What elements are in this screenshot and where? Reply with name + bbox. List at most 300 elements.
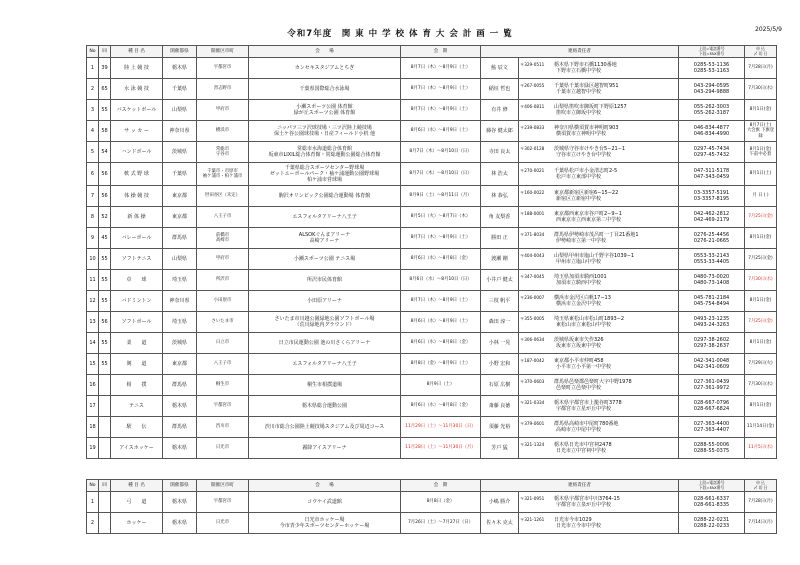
row-pref: 東京都 (163, 186, 197, 207)
row-pref: 群馬県 (163, 228, 197, 249)
row-kai (99, 513, 111, 534)
address: 横浜市金沢区白帆17−13 (554, 294, 611, 301)
row-city: さいたま市 (197, 312, 249, 333)
row-pref: 千葉県 (163, 79, 197, 100)
row-period: 8月6日（水）〜8月9日（土） (401, 121, 481, 142)
row-venue (249, 79, 401, 100)
row-sport: バレーボール (111, 228, 163, 249)
row-pref: 埼玉県 (163, 270, 197, 291)
row-city: 宇都宮市 (197, 396, 249, 417)
row-sport: バスケットボール (111, 100, 163, 121)
school-name: 甲州市立塩山中学校 (556, 259, 602, 265)
row-entry: 8月1日(金) (745, 228, 777, 249)
row-contact (519, 186, 679, 207)
school-name: 小平市立小平第一中学校 (556, 364, 612, 370)
row-sport: ソフトボール (111, 312, 163, 333)
postal-code: 〒379-0601 (520, 420, 545, 426)
table-row (87, 333, 777, 354)
row-venue (249, 163, 401, 186)
row-city: 日光市 (197, 438, 249, 459)
col-sport: 種 目 名 (111, 46, 163, 58)
address: 東京都新宿区新宿6−15−22 (554, 189, 619, 196)
school-name: 伊勢崎市立第一中学校 (556, 238, 607, 244)
venue-line: エスフォルタアリーナ八王子 (292, 213, 357, 220)
row-venue (249, 312, 401, 333)
address: 神奈川県横須賀市神明町903 (554, 124, 619, 131)
row-phone (679, 513, 745, 534)
row-phone (679, 142, 745, 163)
row-kai: 55 (99, 270, 111, 291)
address: 埼玉県東松山市松山町1893−2 (554, 315, 625, 322)
row-phone (679, 354, 745, 375)
row-entry: 7月25日(金) (745, 207, 777, 228)
postal-code: 〒270-0021 (520, 167, 545, 173)
row-period: 8月7日（木）〜8月10日（日） (401, 142, 481, 163)
venue-line: 緑が丘スポーツ公園 体育館 (293, 110, 356, 116)
school-name: 松戸市立東部中学校 (556, 174, 602, 180)
row-venue (249, 513, 401, 534)
col-sport: 種 目 名 (111, 480, 163, 492)
tel-number: 0480-73-0020 (693, 273, 730, 280)
row-no: 17 (87, 396, 99, 417)
row-kai: 58 (99, 121, 111, 142)
row-phone (679, 396, 745, 417)
row-venue (249, 492, 401, 513)
row-kai (99, 375, 111, 396)
row-no: 1 (87, 58, 99, 79)
venue-line: コウケイ武道館 (307, 498, 342, 505)
fax-number: 042-341-0609 (693, 364, 730, 370)
postal-code: 〒371-8034 (520, 231, 545, 237)
row-city: 日光市 (197, 513, 249, 534)
row-entry: 7月25日(金) (745, 312, 777, 333)
row-phone (679, 417, 745, 438)
postal-code: 〒267-0055 (520, 82, 545, 88)
row-kai: 55 (99, 100, 111, 121)
postal-code: 〒370-0603 (520, 378, 545, 384)
row-no: 2 (87, 79, 99, 100)
row-person: 小嶋 勝介 (481, 492, 519, 513)
tel-number: 0288-55-0006 (693, 441, 730, 448)
postal-code: 〒187-0042 (520, 357, 545, 363)
fax-number: 0297-38-2637 (693, 343, 730, 349)
fax-number: 0553-33-4405 (693, 259, 730, 265)
row-sport: ソフトテニス (111, 249, 163, 270)
row-contact (519, 207, 679, 228)
row-contact (519, 291, 679, 312)
row-pref: 栃木県 (163, 396, 197, 417)
row-phone (679, 163, 745, 186)
row-period: 8月7日（木）〜8月9日（土） (401, 79, 481, 100)
row-phone (679, 186, 745, 207)
address: 東京都小平市仲町458 (554, 357, 604, 364)
fax-number: 055-262-3187 (693, 110, 730, 116)
extra-schedule-table (86, 479, 777, 534)
row-person: 角 友梨香 (481, 207, 519, 228)
tel-number: 028-667-0796 (693, 399, 730, 406)
row-sport: 駅 伝 (111, 417, 163, 438)
row-phone (679, 100, 745, 121)
table-row (87, 270, 777, 291)
address: 栃木県日光市中宮祠2478 (554, 441, 612, 448)
address: 千葉県千葉市緑区越智町951 (554, 82, 619, 89)
venue-line: さいたま市川越公園緑地公園ソフトボール場 (274, 315, 375, 322)
row-entry: 8月1日(金) (745, 333, 777, 354)
row-person: 勝田 正 (481, 228, 519, 249)
row-venue (249, 249, 401, 270)
row-pref: 千葉県 (163, 163, 197, 186)
row-contact (519, 417, 679, 438)
row-entry: 7月28日(月) (745, 58, 777, 79)
row-phone (679, 375, 745, 396)
row-kai: 56 (99, 163, 111, 186)
row-contact (519, 100, 679, 121)
address: 茨城県坂東市矢作326 (554, 336, 604, 343)
row-no: 15 (87, 354, 99, 375)
row-period: 8月7日（木）〜8月9日（土） (401, 100, 481, 121)
row-sport: アイスホッケー (111, 438, 163, 459)
row-city: 桐生市 (197, 375, 249, 396)
address: 栃木県宇都宮市上籠谷町3778 (554, 399, 622, 406)
row-kai (99, 417, 111, 438)
table-row (87, 142, 777, 163)
row-entry: 8月7日(土) 大会旗 下旗登録 (745, 121, 777, 142)
row-contact (519, 163, 679, 186)
col-entry: 申 込 〆 切 日 (745, 46, 777, 58)
row-city: 所沢市 (197, 270, 249, 291)
postal-code: 〒329-0511 (520, 61, 545, 67)
row-pref: 群馬県 (163, 375, 197, 396)
row-contact (519, 79, 679, 100)
col-city: 開催区市町 (197, 46, 249, 58)
row-pref: 埼玉県 (163, 312, 197, 333)
row-no: 7 (87, 186, 99, 207)
row-phone (679, 492, 745, 513)
row-no: 19 (87, 438, 99, 459)
row-person: 小林 一晃 (481, 333, 519, 354)
row-venue (249, 207, 401, 228)
row-city: 八王子市 (197, 354, 249, 375)
row-contact (519, 249, 679, 270)
address: 栃木県宇都宮市中川3764-15 (554, 495, 620, 502)
venue-line: 千葉県国際総合水泳場 (299, 85, 350, 92)
row-venue (249, 291, 401, 312)
row-sport: 水 泳 競 技 (111, 79, 163, 100)
tel-number: 03-3357-5191 (693, 189, 730, 196)
tel-number: 0285-53-1136 (693, 61, 730, 68)
school-name: 高崎市立中尾中学校 (556, 427, 602, 433)
fax-number: 028-667-6824 (693, 406, 730, 412)
fax-number: 042-469-2179 (693, 217, 730, 223)
row-kai (99, 492, 111, 513)
row-entry: 11月5日(水) (745, 438, 777, 459)
tel-number: 028-661-6337 (693, 495, 730, 502)
row-period: 8月7日（木）〜8月10日（日） (401, 163, 481, 186)
row-city: 前橋市 高崎市 (197, 228, 249, 249)
row-period: 8月9日（土） (401, 375, 481, 396)
row-sport: サ ッ カ ー (111, 121, 163, 142)
row-kai: 45 (99, 228, 111, 249)
school-name: 西東京市立西東京第二中学校 (556, 217, 622, 223)
school-name: 下野市立石橋中学校 (556, 68, 602, 74)
address: 群馬県邑楽郡邑楽町大字中野1978 (554, 378, 632, 385)
row-person: 有井 修 (481, 100, 519, 121)
fax-number: 0297-45-7432 (693, 152, 730, 158)
row-no: 10 (87, 249, 99, 270)
row-period: 8月7日（木）〜8月9日（土） (401, 58, 481, 79)
row-no: 6 (87, 163, 99, 186)
row-contact (519, 312, 679, 333)
row-entry: 7月29日(火) (745, 354, 777, 375)
row-period: 8月7日（木）〜8月9日（土） (401, 228, 481, 249)
row-city: 宇都宮市 (197, 492, 249, 513)
row-kai: 39 (99, 58, 111, 79)
row-pref: 神奈川県 (163, 121, 197, 142)
row-kai: 56 (99, 186, 111, 207)
fax-number: 047-343-0459 (693, 174, 730, 180)
row-period: 8月9日（土）〜8月11日（月） (401, 186, 481, 207)
venue-line: 日立市民運動公園 池の川さくらアリーナ (278, 339, 371, 346)
row-sport: 相 撲 (111, 375, 163, 396)
row-period: 8月6日（水）〜8月8日（金） (401, 249, 481, 270)
col-entry: 申 込 〆 切 日 (745, 480, 777, 492)
row-person: 稲垣 哲也 (481, 79, 519, 100)
fax-number: 043-294-9888 (693, 89, 730, 95)
row-entry: 7月14日(月) (745, 513, 777, 534)
row-contact (519, 354, 679, 375)
school-name: 守谷市立けやき台中学校 (556, 152, 612, 158)
address: 群馬県高崎市中尾町780番地 (554, 420, 619, 427)
row-city: 八王子市 (197, 207, 249, 228)
row-city: 小田原市 (197, 291, 249, 312)
table-row (87, 438, 777, 459)
venue-line: 千葉県総合スポーツセンター野球場 (284, 164, 365, 171)
row-no: 14 (87, 333, 99, 354)
row-sport: 柔 道 (111, 333, 163, 354)
row-contact (519, 270, 679, 291)
table-row (87, 100, 777, 121)
postal-code: 〒160-0022 (520, 189, 545, 195)
venue-line: （荒川緑地内グラウンド） (294, 322, 355, 328)
row-sport: 卓 球 (111, 270, 163, 291)
row-person: 三枝 帆平 (481, 291, 519, 312)
table-row (87, 163, 777, 186)
row-sport: テニス (111, 396, 163, 417)
fax-number: 045-754-8494 (693, 301, 730, 307)
row-kai (99, 438, 111, 459)
venue-line: 柏ケ浦市営球場 (306, 177, 342, 184)
row-phone (679, 228, 745, 249)
tel-number: 047-311-5178 (693, 167, 730, 174)
school-name: 邑楽町立邑楽中学校 (556, 385, 602, 391)
venue-line: カンセキスタジアムとちぎ (294, 64, 355, 71)
table-header (87, 480, 777, 492)
col-phone: 上段=電話番号 下段=FAX番号 (679, 480, 745, 492)
row-entry: 月 日 ( ) (745, 186, 777, 207)
tel-number: 0297-45-7434 (693, 145, 730, 152)
row-period: 8月8日（金）〜8月9日（土） (401, 354, 481, 375)
address: 群馬県伊勢崎市茂呂町一丁目21番地1 (554, 231, 639, 238)
row-no: 5 (87, 142, 99, 163)
row-no: 8 (87, 207, 99, 228)
school-name: 東松山市立東松山中学校 (556, 322, 612, 328)
row-pref: 栃木県 (163, 492, 197, 513)
page-title: 令和7年度 関 東 中 学 校 体 育 大 会 計 画 一 覧 (287, 29, 513, 39)
table-row (87, 228, 777, 249)
school-name: 日光市立中宮祠中学校 (556, 448, 607, 454)
table-row (87, 312, 777, 333)
venue-line: エスフォルタアリーナ八王子 (292, 360, 357, 367)
row-period: 8月7日（木）〜8月9日（土） (401, 291, 481, 312)
row-contact (519, 438, 679, 459)
table-row (87, 396, 777, 417)
school-name: 新宿区立新宿中学校 (556, 196, 602, 202)
table-row (87, 249, 777, 270)
row-person: 森田 淳一 (481, 312, 519, 333)
row-no: 2 (87, 513, 99, 534)
row-contact (519, 121, 679, 142)
row-city: 甲府市 (197, 100, 249, 121)
postal-code: 〒347-0045 (520, 273, 545, 279)
row-contact (519, 333, 679, 354)
row-period: 11月29日（土）〜11月30日（日） (401, 417, 481, 438)
row-venue (249, 142, 401, 163)
row-kai: 65 (99, 79, 111, 100)
fax-number: 0276-21-0665 (693, 238, 730, 244)
row-venue (249, 228, 401, 249)
table-row (87, 79, 777, 100)
row-contact (519, 228, 679, 249)
postal-code: 〒236-0007 (520, 294, 545, 300)
row-pref: 茨城県 (163, 142, 197, 163)
venue-line: 所沢市民体育館 (306, 276, 342, 283)
row-person: 斎藤 良徳 (481, 396, 519, 417)
row-contact (519, 513, 679, 534)
school-name: 横浜市立金沢中学校 (556, 301, 602, 307)
tel-number: 046-834-4877 (693, 124, 730, 131)
row-sport: 軟 式 野 球 (111, 163, 163, 186)
school-name: 坂東市立坂東中学校 (556, 343, 602, 349)
row-no: 11 (87, 270, 99, 291)
address: 栃木県下野市石橋1130番地 (554, 61, 617, 68)
fax-number: 03-3357-8195 (693, 196, 730, 202)
fax-number: 046-834-4990 (693, 131, 730, 137)
print-date: 2025/5/9 (755, 26, 782, 33)
row-venue (249, 417, 401, 438)
venue-line: 小田原アリーナ (307, 297, 342, 304)
postal-code: 〒321-0334 (520, 399, 545, 405)
row-sport: ハンドボール (111, 142, 163, 163)
row-sport: 陸 上 競 技 (111, 58, 163, 79)
postal-code: 〒188-0001 (520, 210, 545, 216)
row-phone (679, 312, 745, 333)
venue-line: 今市青少年スポーツセンターホッケー場 (279, 523, 370, 529)
row-period: 8月6日（水）〜8月8日（金） (401, 396, 481, 417)
row-period: 8月6日（水）〜8月8日（金） (401, 333, 481, 354)
address: 山梨県笛吹市御坂町下野原1257 (554, 103, 627, 110)
table-row (87, 291, 777, 312)
row-kai: 55 (99, 249, 111, 270)
table-row (87, 375, 777, 396)
row-venue (249, 354, 401, 375)
row-contact (519, 396, 679, 417)
row-phone (679, 207, 745, 228)
row-person: 藤谷 健太郎 (481, 121, 519, 142)
tel-number: 0493-23-1235 (693, 315, 730, 322)
venue-line: 保土ケ谷公園球技場・日産フィールド小机 他 (273, 131, 376, 137)
school-name: 笛吹市立御坂中学校 (556, 110, 602, 116)
fax-number: 0288-55-0375 (693, 448, 730, 454)
row-city: 習志野市 (197, 79, 249, 100)
fax-number: 0288-22-0233 (693, 523, 730, 529)
row-person: 芳戸 猛 (481, 438, 519, 459)
row-venue (249, 396, 401, 417)
row-kai: 55 (99, 354, 111, 375)
row-entry: 7月30日(水) (745, 375, 777, 396)
row-person: 小野 宏和 (481, 354, 519, 375)
row-period: 8月6日（水）〜8月9日（土） (401, 312, 481, 333)
table-row (87, 121, 777, 142)
school-name: 加須市立騎西中学校 (556, 280, 602, 286)
col-kai: 回 (99, 480, 111, 492)
row-no: 18 (87, 417, 99, 438)
col-city: 開催区市町 (197, 480, 249, 492)
row-entry: 7月25日(金) (745, 249, 777, 270)
row-venue (249, 438, 401, 459)
tel-number: 0297-38-2602 (693, 336, 730, 343)
table-row (87, 492, 777, 513)
row-period: 7月26日（土）〜7月27日（日） (401, 513, 481, 534)
row-phone (679, 249, 745, 270)
row-entry: 8月1日(金) (745, 291, 777, 312)
row-city: 常総市 守谷市 (197, 142, 249, 163)
row-contact (519, 492, 679, 513)
tel-number: 055-262-3003 (693, 103, 730, 110)
row-period: 8月6日（水）〜8月10日（日） (401, 270, 481, 291)
row-no: 12 (87, 291, 99, 312)
venue-line: 桐生市相撲道場 (306, 381, 342, 388)
venue-line: ゼットエーボールパーク・袖ケ浦運動公園野球場 (269, 170, 380, 177)
col-contact: 連絡責任者 (481, 46, 679, 58)
row-city: 日立市 (197, 333, 249, 354)
col-contact: 連絡責任者 (481, 480, 679, 492)
school-name: 日光市立今市中学校 (556, 523, 602, 529)
row-pref: 栃木県 (163, 438, 197, 459)
venue-line: 日光市ホッケー場 (304, 516, 345, 523)
row-phone (679, 58, 745, 79)
venue-line: ニッパツ三ツ沢球技場・三ツ沢陸上競技場 (277, 124, 372, 131)
fax-number: 027-361-9972 (693, 385, 730, 391)
row-sport: 新 体 操 (111, 207, 163, 228)
row-venue (249, 121, 401, 142)
row-venue (249, 375, 401, 396)
row-kai: 56 (99, 312, 111, 333)
row-no: 4 (87, 121, 99, 142)
row-no: 16 (87, 375, 99, 396)
tel-number: 042-462-2812 (693, 210, 730, 217)
address: 茨城県守谷市けやき台5−21−1 (554, 145, 626, 152)
school-name: 千葉市立越智中学校 (556, 89, 602, 95)
row-person: 林 恭弘 (481, 186, 519, 207)
row-kai: 55 (99, 291, 111, 312)
row-pref: 東京都 (163, 354, 197, 375)
postal-code: 〒306-0634 (520, 336, 545, 342)
row-pref: 東京都 (163, 207, 197, 228)
row-kai: 54 (99, 142, 111, 163)
postal-code: 〒321-1324 (520, 441, 545, 447)
col-period: 会 期 (401, 46, 481, 58)
table-row (87, 513, 777, 534)
